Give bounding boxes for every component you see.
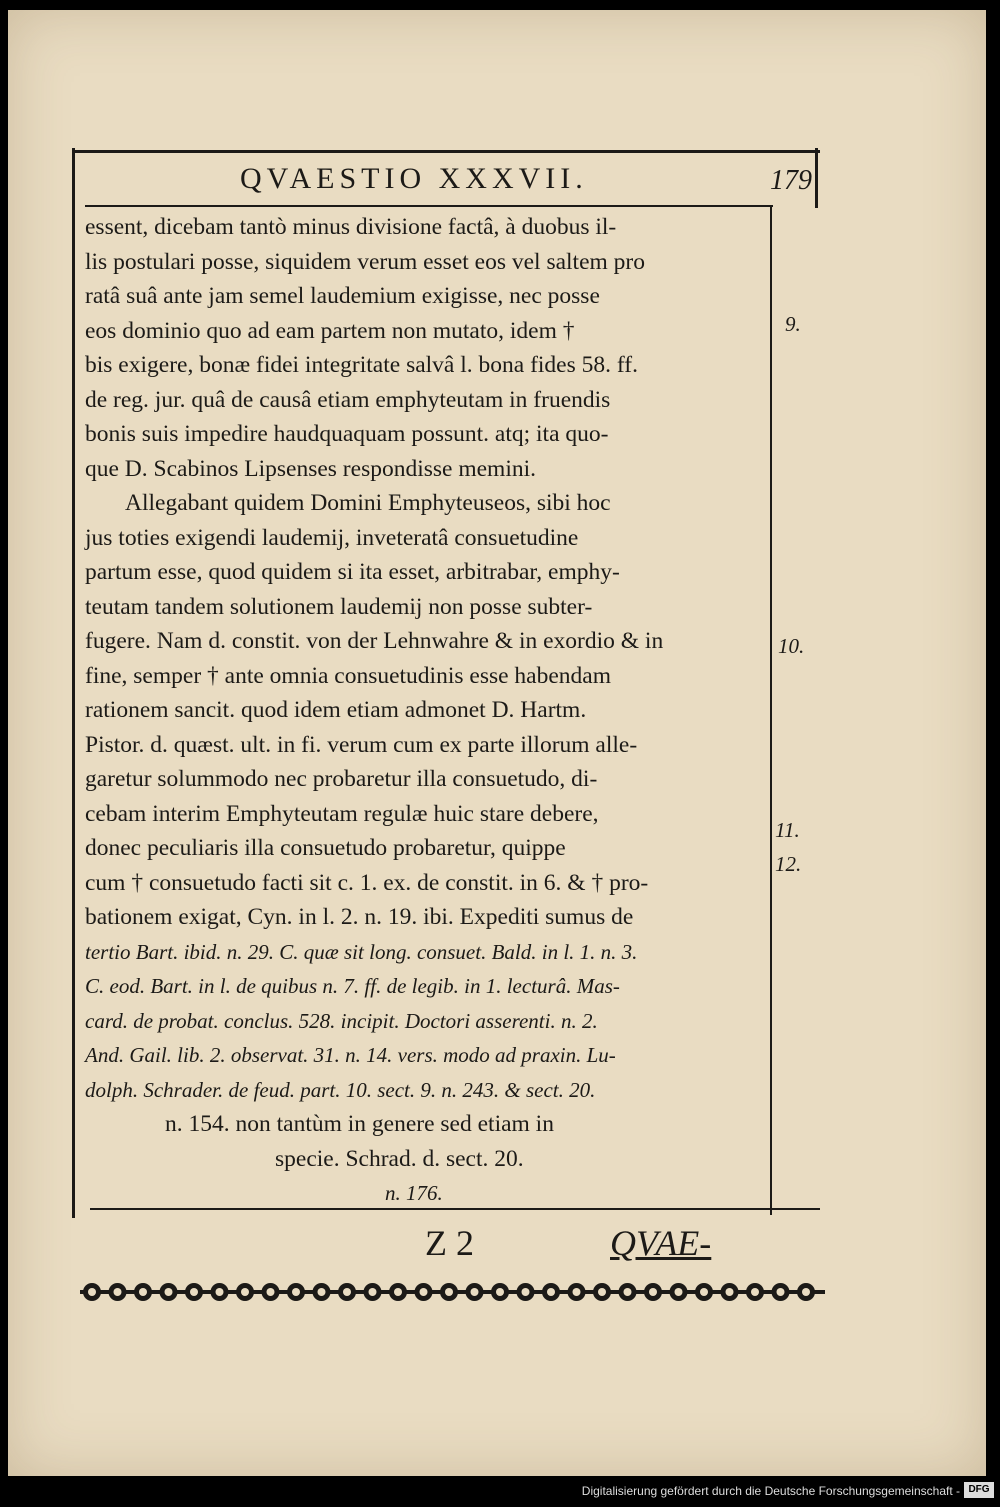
text-line: eos dominio quo ad eam partem non mutato, idem † xyxy=(85,317,575,344)
text-line: garetur solummodo nec probaretur illa consuetudo, di- xyxy=(85,766,598,792)
signature-mark: Z 2 xyxy=(425,1223,474,1263)
text-line: Pistor. d. quæst. ult. in fi. verum cum ex parte illorum alle- xyxy=(85,731,638,758)
text-line: essent, dicebam tantò minus divisione factâ, à duobus il- xyxy=(85,214,617,240)
ornament-border xyxy=(80,1275,825,1309)
margin-note: 10. xyxy=(778,634,805,658)
margin-note: 11. xyxy=(775,818,800,842)
text-line: ratâ suâ ante jam semel laudemium exigisse, nec posse xyxy=(85,283,600,309)
text-line: lis postulari posse, siquidem verum esset eos vel saltem pro xyxy=(85,248,645,275)
text-line: rationem sancit. quod idem etiam admonet D. Hartm. xyxy=(85,697,587,723)
citation-line: And. Gail. lib. 2. observat. 31. n. 14. vers. modo ad praxin. Lu- xyxy=(85,1043,616,1067)
margin-note: 9. xyxy=(785,312,801,336)
text-line: cum † consuetudo facti sit c. 1. ex. de constit. in 6. & † pro- xyxy=(85,869,649,896)
text-line: bonis suis impedire haudquaquam possunt. atq; ita quo- xyxy=(85,421,609,447)
catchword: QVAE- xyxy=(610,1223,712,1263)
running-title: QVAESTIO XXXVII. xyxy=(240,162,588,195)
text-line: de reg. jur. quâ de causâ etiam emphyteutam in fruendis xyxy=(85,386,611,413)
text-line: n. 154. non tantùm in genere sed etiam in xyxy=(165,1111,554,1137)
margin-note: 12. xyxy=(775,852,802,876)
text-line: fine, semper † ante omnia consuetudinis esse habendam xyxy=(85,662,611,689)
footer-credit: Digitalisierung gefördert durch die Deutsche Forschungsgemeinschaft - xyxy=(581,1484,960,1498)
text-line: n. 176. xyxy=(385,1181,443,1205)
body-text xyxy=(85,210,760,1211)
frame-left-rule xyxy=(72,148,75,1218)
frame-right-rule xyxy=(770,205,772,1215)
footer-rule xyxy=(90,1208,820,1210)
citation-line: tertio Bart. ibid. n. 29. C. quæ sit long. consuet. Bald. in l. 1. n. 3. xyxy=(85,939,638,964)
text-line: que D. Scabinos Lipsenses respondisse memini. xyxy=(85,455,537,482)
text-line: cebam interim Emphyteutam regulæ huic stare debere, xyxy=(85,800,599,827)
citation-line: card. de probat. conclus. 528. incipit. Doctori asserenti. n. 2. xyxy=(85,1008,598,1033)
text-line: fugere. Nam d. constit. von der Lehnwahre & in exordio & in xyxy=(85,628,664,654)
citation-line: dolph. Schrader. de feud. part. 10. sect. 9. n. 243. & sect. 20. xyxy=(85,1077,596,1102)
text-line: teutam tandem solutionem laudemij non posse subter- xyxy=(85,593,593,620)
text-line: donec peculiaris illa consuetudo probaretur, quippe xyxy=(85,835,566,861)
text-line: partum esse, quod quidem si ita esset, arbitrabar, emphy- xyxy=(85,559,620,585)
text-line: jus toties exigendi laudemij, inveteratâ consuetudine xyxy=(85,524,579,551)
header-rule-top xyxy=(75,150,820,153)
header-rule-bottom xyxy=(85,205,773,207)
dfg-logo-icon: DFG xyxy=(964,1482,994,1498)
text-line: specie. Schrad. d. sect. 20. xyxy=(275,1145,524,1172)
page-number: 179 xyxy=(770,165,812,196)
text-line: bis exigere, bonæ fidei integritate salvâ l. bona fides 58. ff. xyxy=(85,352,638,378)
text-line: Allegabant quidem Domini Emphyteuseos, sibi hoc xyxy=(125,490,611,516)
text-line: bationem exigat, Cyn. in l. 2. n. 19. ibi. Expediti sumus de xyxy=(85,904,634,930)
frame-right-top-rule xyxy=(815,148,818,208)
citation-line: C. eod. Bart. in l. de quibus n. 7. ff. de legib. in 1. lecturâ. Mas- xyxy=(85,974,620,998)
